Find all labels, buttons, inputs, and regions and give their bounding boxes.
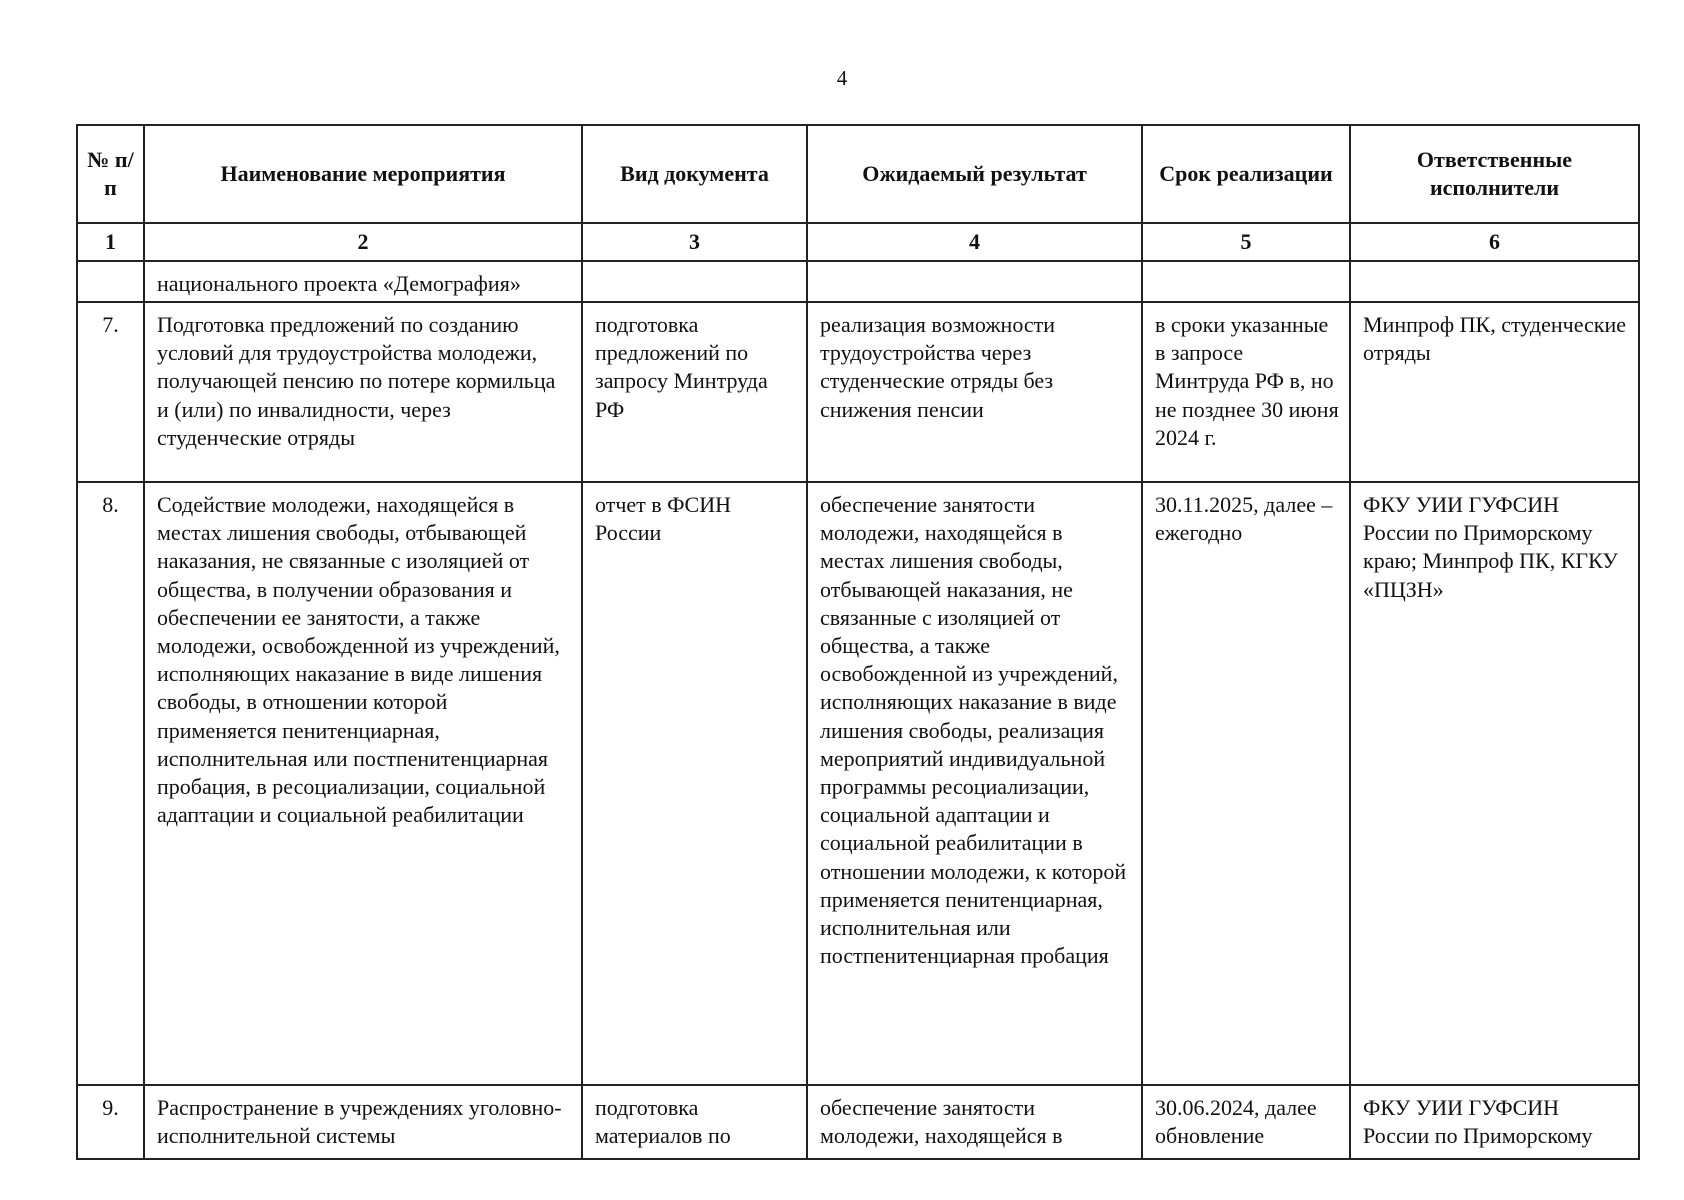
implementation-term: 30.11.2025, далее – ежегодно (1142, 482, 1350, 1085)
column-index: 5 (1142, 223, 1350, 261)
column-index: 6 (1350, 223, 1639, 261)
measure-name: национального проекта «Демография» (144, 261, 582, 302)
measure-name: Распространение в учреждениях уголовно-исполнительной системы (144, 1085, 582, 1159)
row-number: 8. (77, 482, 144, 1085)
document-type (582, 261, 807, 302)
column-index: 1 (77, 223, 144, 261)
column-index: 4 (807, 223, 1142, 261)
table-header-row (77, 125, 1639, 223)
implementation-term (1142, 261, 1350, 302)
header-name: Наименование мероприятия (144, 125, 582, 223)
document-type: подготовка предложений по запросу Минтруда РФ (582, 302, 807, 482)
document-type: отчет в ФСИН России (582, 482, 807, 1085)
responsible-executors: Минпроф ПК, студенческие отряды (1350, 302, 1639, 482)
column-index: 2 (144, 223, 582, 261)
measure-name: Подготовка предложений по созданию условий для трудоустройства молодежи, получающей пенсию по потере кормильца и (или) по инвалидности, через студенческие отряды (144, 302, 582, 482)
expected-result: обеспечение занятости молодежи, находящейся в местах лишения свободы, отбывающей наказания, не связанные с изоляцией от общества, а также освобожденной из учреждений, исполняющих наказание в виде лишения свободы, реализация мероприятий индивидуальной программы ресоциализации, социальной адаптации и социальной реабилитации в отношении молодежи, к которой применяется пенитенциарная, исполнительная или постпенитенциарная пробация (807, 482, 1142, 1085)
table-row (77, 1085, 1639, 1159)
expected-result: обеспечение занятости молодежи, находящейся в (807, 1085, 1142, 1159)
table-row (77, 261, 1639, 302)
header-term: Срок реализации (1142, 125, 1350, 223)
header-result: Ожидаемый результат (807, 125, 1142, 223)
responsible-executors (1350, 261, 1639, 302)
implementation-term: в сроки указанные в запросе Минтруда РФ в, но не позднее 30 июня 2024 г. (1142, 302, 1350, 482)
expected-result: реализация возможности трудоустройства через студенческие отряды без снижения пенсии (807, 302, 1142, 482)
header-doc-type: Вид документа (582, 125, 807, 223)
measure-name: Содействие молодежи, находящейся в местах лишения свободы, отбывающей наказания, не связанные с изоляцией от общества, в получении образования и обеспечении ее занятости, а также молодежи, освобожденной из учреждений, исполняющих наказание в виде лишения свободы, в отношении которой применяется пенитенциарная, исполнительная или постпенитенциарная пробация, в ресоциализации, социальной адаптации и социальной реабилитации (144, 482, 582, 1085)
header-responsible: Ответственные исполнители (1350, 125, 1639, 223)
header-num: № п/п (77, 125, 144, 223)
table-row (77, 302, 1639, 482)
responsible-executors: ФКУ УИИ ГУФСИН России по Приморскому (1350, 1085, 1639, 1159)
page-number: 4 (836, 66, 848, 90)
measures-table (76, 124, 1640, 1160)
expected-result (807, 261, 1142, 302)
row-number (77, 261, 144, 302)
document-type: подготовка материалов по (582, 1085, 807, 1159)
row-number: 7. (77, 302, 144, 482)
row-number: 9. (77, 1085, 144, 1159)
column-index: 3 (582, 223, 807, 261)
implementation-term: 30.06.2024, далее обновление (1142, 1085, 1350, 1159)
table-row (77, 482, 1639, 1085)
responsible-executors: ФКУ УИИ ГУФСИН России по Приморскому краю; Минпроф ПК, КГКУ «ПЦЗН» (1350, 482, 1639, 1085)
column-index-row (77, 223, 1639, 261)
